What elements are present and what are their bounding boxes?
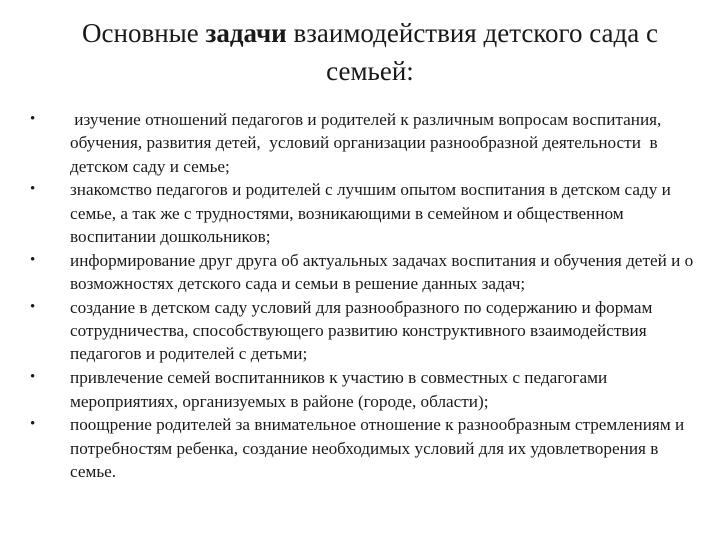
list-item — [30, 413, 700, 483]
bullet-icon: • — [30, 181, 36, 198]
list-item — [30, 178, 700, 248]
list-item-text: знакомство педагогов и родителей с лучшим опытом воспитания в детском саду и семье, а так же с трудностями, возникающими в семейном и общественном воспитании дошкольников; — [70, 180, 671, 246]
list-item — [30, 366, 700, 413]
list-item — [30, 296, 700, 366]
title-bold-word: задачи — [205, 18, 287, 48]
bullet-icon: • — [30, 369, 36, 386]
list-item — [30, 249, 700, 296]
list-item-text: изучение отношений педагогов и родителей к различным вопросам воспитания, обучения, развития детей, условий организации разнообразной деятельности в детском саду и семье; — [70, 110, 666, 176]
list-item-text: информирование друг друга об актуальных задачах воспитания и обучения детей и о возможностях детского сада и семьи в решение данных задач; — [70, 250, 694, 294]
list-item-text: поощрение родителей за внимательное отношение к разнообразным стремлениям и потребностям ребенка, создание необходимых условий для их удовлетворения в семье. — [70, 415, 685, 481]
bullet-icon: • — [30, 416, 36, 433]
title-part-2: взаимодействия детского сада с семьей: — [286, 18, 658, 86]
tasks-list — [30, 108, 700, 484]
slide-title — [60, 14, 680, 90]
list-item — [30, 108, 700, 178]
title-part-1: Основные — [82, 18, 206, 48]
bullet-icon: • — [30, 251, 36, 268]
list-item-text: привлечение семей воспитанников к участию в совместных с педагогами мероприятиях, организуемых в районе (городе, области); — [70, 368, 608, 411]
list-item-text: создание в детском саду условий для разнообразного по содержанию и формам сотрудничества, способствующего развитию конструктивного взаимодействия педагогов и родителей с детьми; — [70, 297, 653, 364]
bullet-icon: • — [30, 298, 36, 315]
bullet-icon: • — [30, 111, 36, 127]
